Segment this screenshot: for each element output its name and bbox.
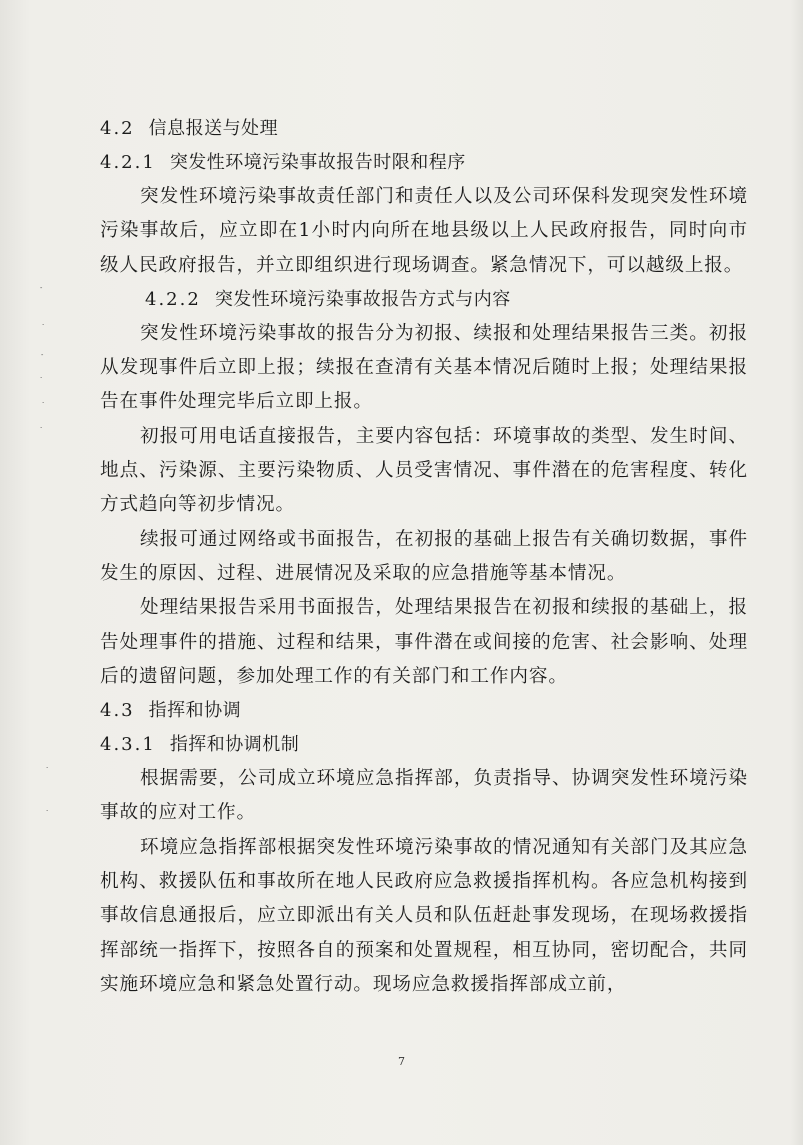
body-paragraph: 处理结果报告采用书面报告，处理结果报告在初报和续报的基础上，报告处理事件的措施、过程和结果，事件潜在或间接的危害、社会影响、处理后的遗留问题，参加处理工作的有关部门和工作内容。	[100, 597, 748, 687]
section-title: 指挥和协调机制	[169, 734, 300, 756]
section-heading	[100, 146, 748, 180]
section-title: 指挥和协调	[148, 700, 242, 722]
scan-speck: ·	[42, 321, 45, 329]
scan-speck: ·	[46, 764, 49, 772]
section-number: 4.3.1	[100, 734, 156, 756]
body-paragraph: 突发性环境污染事故的报告分为初报、续报和处理结果报告三类。初报从发现事件后立即上报；续报在查清有关基本情况后随时上报；处理结果报告在事件处理完毕后立即上报。	[100, 322, 748, 413]
body-paragraph: 环境应急指挥部根据突发性环境污染事故的情况通知有关部门及其应急机构、救援队伍和事故所在地人民政府应急救援指挥机构。各应急机构接到事故信息通报后，应立即派出有关人员和队伍赶赴事发现场，在现场救援指挥部统一指挥下，按照各自的预案和处置规程，相互协同，密切配合，共同实施环境应急和紧急处置行动。现场应急救援指挥部成立前，	[100, 836, 748, 995]
page-number: 7	[398, 1055, 405, 1068]
scan-speck: ·	[40, 424, 43, 432]
body-paragraph: 初报可用电话直接报告，主要内容包括：环境事故的类型、发生时间、地点、污染源、主要污染物质、人员受害情况、事件潜在的危害程度、转化方式趋向等初步情况。	[100, 425, 748, 516]
scan-speck: -	[41, 351, 44, 359]
section-title: 突发性环境污染事故报告时限和程序	[169, 152, 466, 173]
body-paragraph: 突发性环境污染事故责任部门和责任人以及公司环保科发现突发性环境污染事故后，应立即在1小时内向所在地县级以上人民政府报告，同时向市级人民政府报告，并立即组织进行现场调查。紧急情况下，可以越级上报。	[100, 186, 748, 276]
section-heading	[100, 283, 748, 317]
scan-speck: ·	[42, 399, 45, 407]
section-number: 4.2	[100, 118, 135, 139]
section-heading	[100, 728, 748, 762]
section-title: 信息报送与处理	[148, 118, 279, 139]
section-heading	[100, 112, 748, 146]
document-body	[100, 112, 748, 1002]
body-paragraph: 根据需要，公司成立环境应急指挥部，负责指导、协调突发性环境污染事故的应对工作。	[100, 768, 748, 824]
section-number: 4.2.2	[145, 288, 201, 310]
body-paragraph: 续报可通过网络或书面报告，在初报的基础上报告有关确切数据，事件发生的原因、过程、进展情况及采取的应急措施等基本情况。	[100, 528, 748, 584]
scan-speck: ·	[46, 807, 49, 815]
section-number: 4.3	[100, 700, 135, 722]
section-title: 突发性环境污染事故报告方式与内容	[214, 288, 511, 310]
section-number: 4.2.1	[100, 152, 156, 173]
section-heading	[100, 694, 748, 728]
scan-speck: -	[40, 284, 43, 292]
scan-speck: ·	[40, 374, 43, 382]
